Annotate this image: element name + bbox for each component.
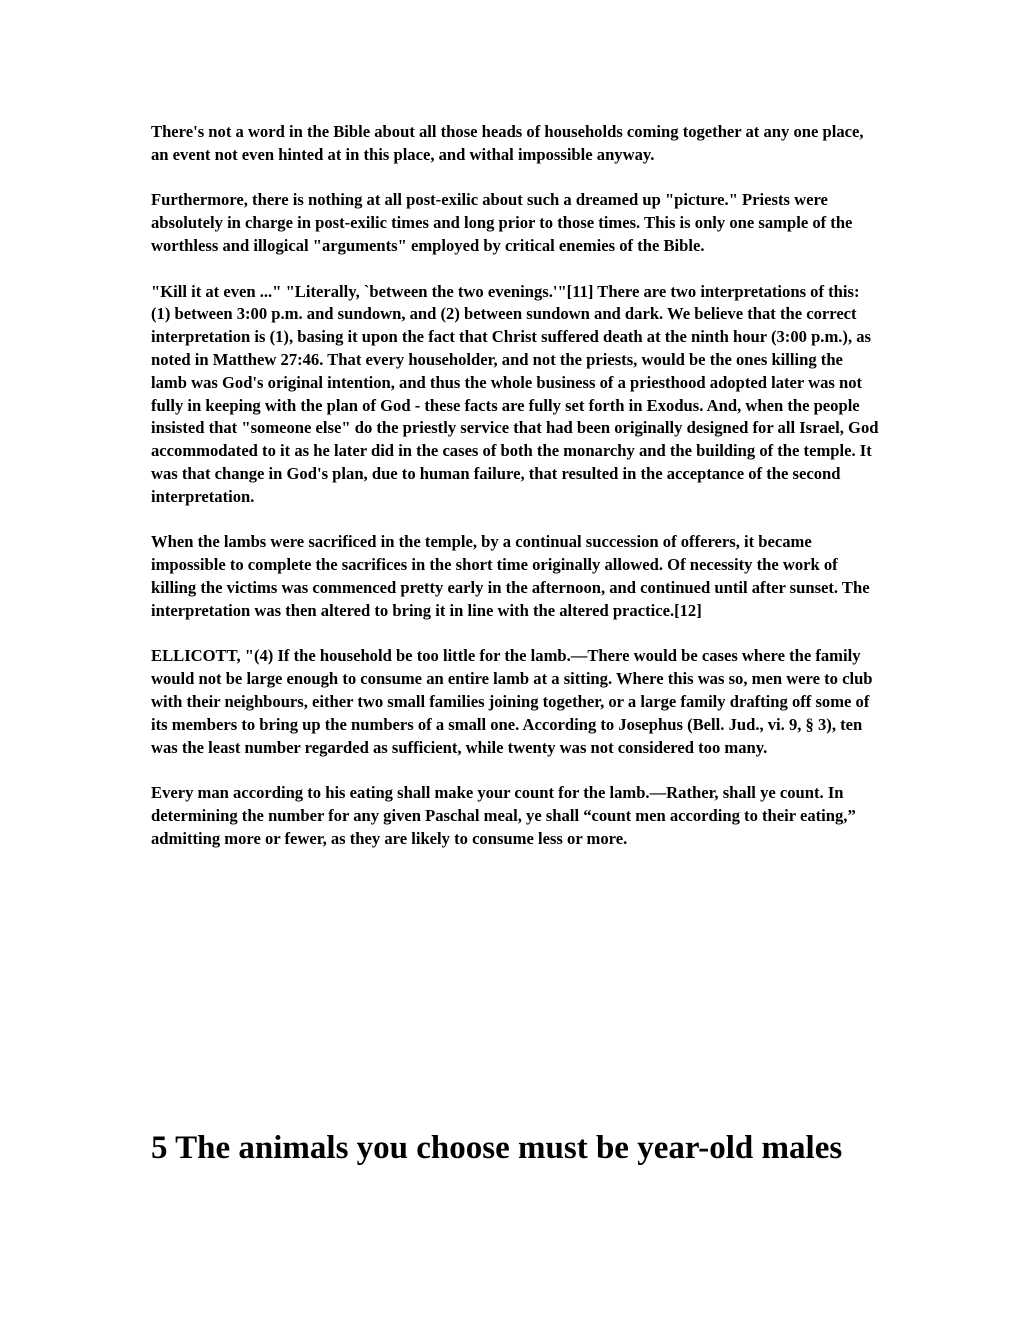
paragraph-count-for-lamb: Every man according to his eating shall make your count for the lamb.—Rather, shall ye count. In determining the number for any given Paschal meal, ye shall “count men according to their eating,” admitting more or fewer, as they are likely to consume less or more. <box>151 783 856 848</box>
paragraph-ellicott: ELLICOTT, "(4) If the household be too little for the lamb.—There would be cases where the family would not be large enough to consume an entire lamb at a sitting. Where this was so, men were to club with their neighbours, either two small families joining together, or a large family drafting off some of its members to bring up the numbers of a small one. According to Josephus (Bell. Jud., vi. 9, § 3), ten was the least number regarded as sufficient, while twenty was not considered too many. <box>151 646 873 757</box>
document-body <box>151 121 879 873</box>
paragraph-temple-sacrifice: When the lambs were sacrificed in the temple, by a continual succession of offerers, it became impossible to complete the sacrifices in the short time originally allowed. Of necessity the work of killing the victims was commenced pretty early in the afternoon, and continued until after sunset. The interpretation was then altered to bring it in line with the altered practice.[12] <box>151 532 870 620</box>
paragraph-households: There's not a word in the Bible about all those heads of households coming together at any one place, an event not even hinted at in this place, and withal impossible anyway. <box>151 122 864 164</box>
section-heading: 5 The animals you choose must be year-old males <box>151 1130 843 1166</box>
paragraph-post-exilic: Furthermore, there is nothing at all post-exilic about such a dreamed up "picture." Priests were absolutely in charge in post-exilic times and long prior to those times. This is only one sample of the worthless and illogical "arguments" employed by critical enemies of the Bible. <box>151 190 853 255</box>
paragraph-kill-at-even: "Kill it at even ..." "Literally, `between the two evenings.'"[11] There are two interpretations of this: (1) between 3:00 p.m. and sundown, and (2) between sundown and dark. We believe that the correct interpretation is (1), basing it upon the fact that Christ suffered death at the ninth hour (3:00 p.m.), as noted in Matthew 27:46. That every householder, and not the priests, would be the ones killing the lamb was God's original intention, and thus the whole business of a priesthood adopted later was not fully in keeping with the plan of God - these facts are fully set forth in Exodus. And, when the people insisted that "someone else" do the priestly service that had been originally designed for all Israel, God accommodated to it as he later did in the cases of both the monarchy and the building of the temple. It was that change in God's plan, due to human failure, that resulted in the acceptance of the second interpretation. <box>151 281 879 506</box>
